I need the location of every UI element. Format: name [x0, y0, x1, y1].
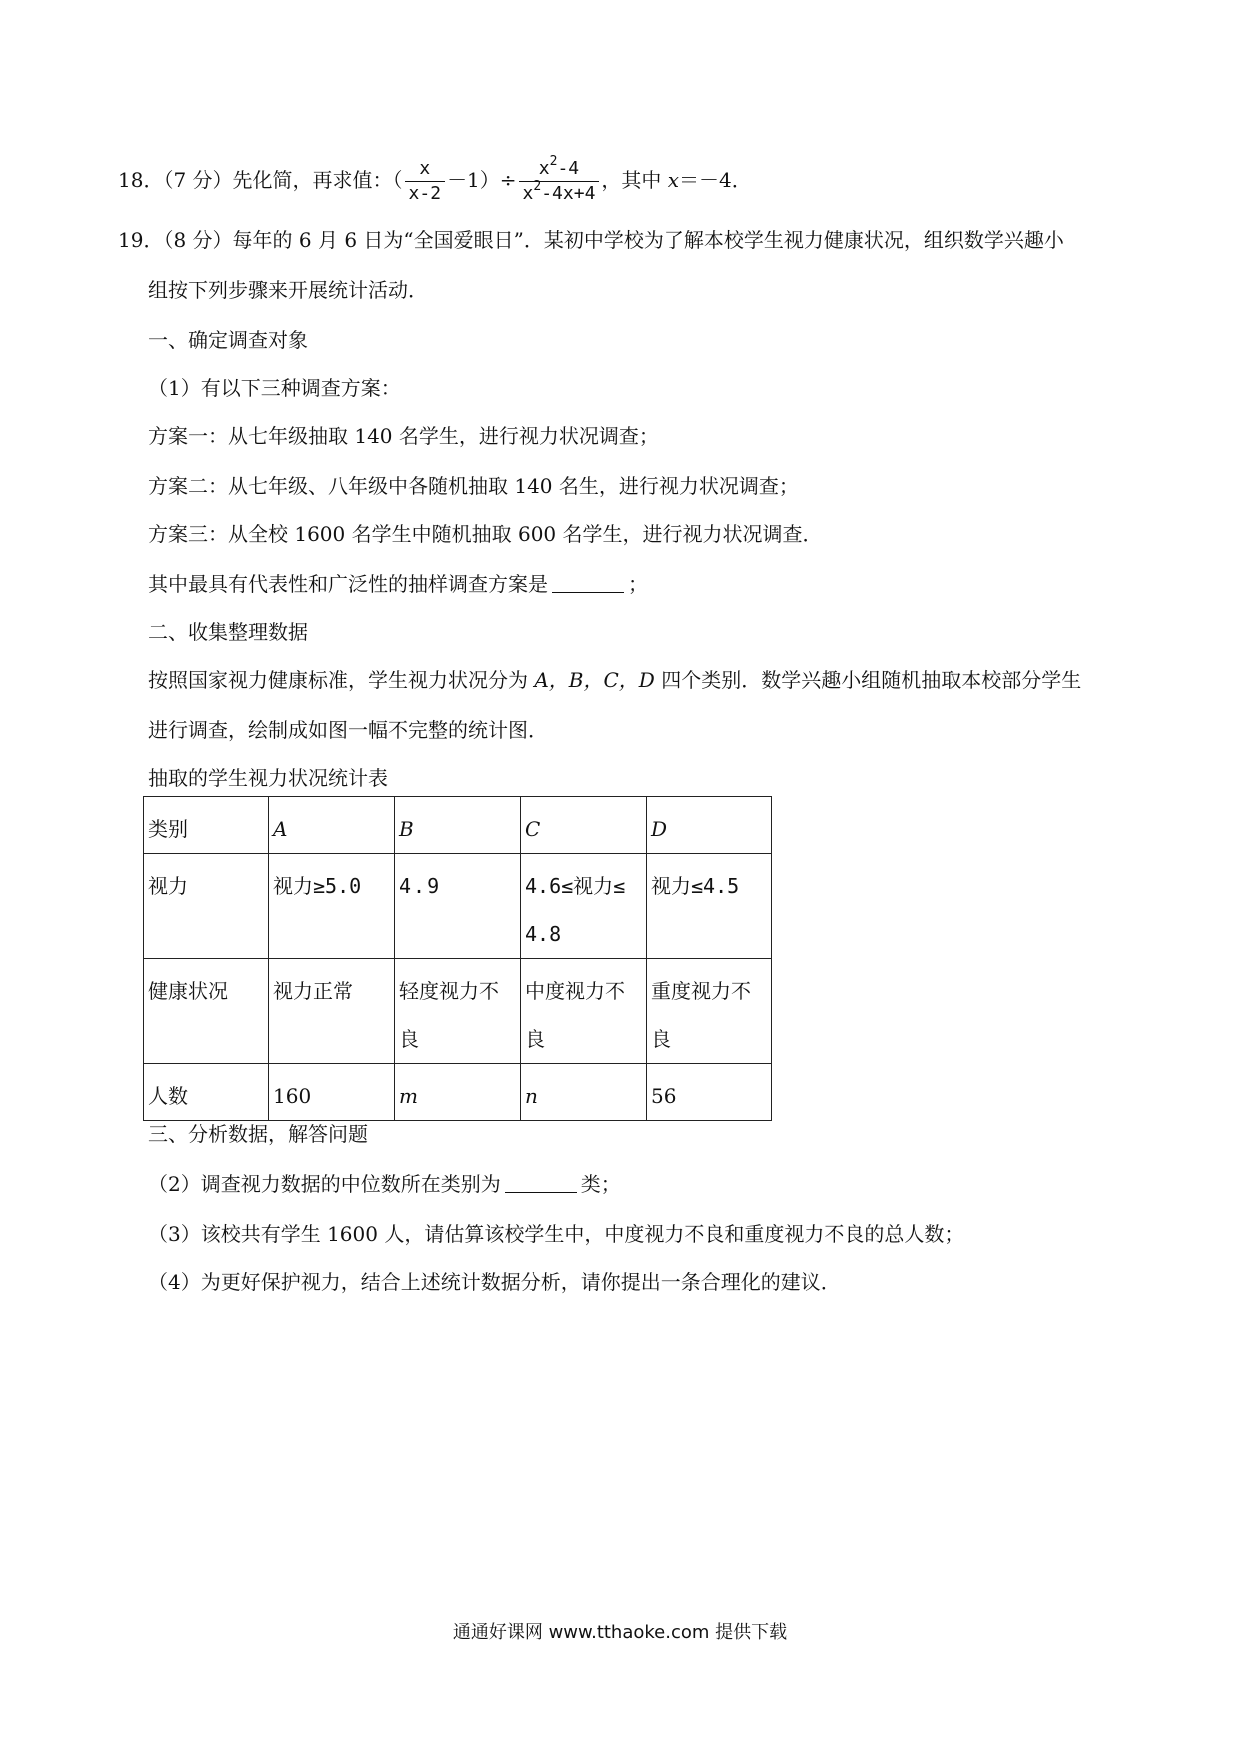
q18-line [118, 150, 752, 210]
table-cell: 中度视力不良 [521, 959, 647, 1064]
desc-line-1: 按照国家视力健康标准，学生视力状况分为 A，B，C，D 四个类别．数学兴趣小组随机抽取本校部分学生 [148, 668, 1082, 692]
table-cell: 160 [269, 1064, 395, 1121]
q18-score: （7 分） [163, 168, 233, 192]
table-title: 抽取的学生视力状况统计表 [148, 766, 388, 790]
table-cell: 健康状况 [144, 959, 269, 1064]
table-cell: 视力≥5.0 [269, 854, 395, 959]
q18-number: 18． [118, 168, 164, 192]
section-1-heading: 一、确定调查对象 [148, 328, 308, 352]
table-cell: A [269, 797, 395, 854]
table-cell: 视力正常 [269, 959, 395, 1064]
table-cell: C [521, 797, 647, 854]
table-cell: 视力≤4.5 [647, 854, 772, 959]
answer-blank-1[interactable] [552, 574, 624, 593]
q19-line1: 19．（8 分）每年的 6 月 6 日为“全国爱眼日”．某初中学校为了解本校学生视力健康状况，组织数学兴趣小 [118, 228, 1064, 252]
plan-2: 方案二：从七年级、八年级中各随机抽取 140 名生，进行视力状况调查； [148, 474, 799, 498]
table-cell: D [647, 797, 772, 854]
q19-line2: 组按下列步骤来开展统计活动． [148, 278, 428, 302]
table-cell: 4.9 [395, 854, 521, 959]
table-row-vision [144, 854, 772, 959]
table-cell: 人数 [144, 1064, 269, 1121]
table-cell: 重度视力不良 [647, 959, 772, 1064]
table-cell: B [395, 797, 521, 854]
plan-1: 方案一：从七年级抽取 140 名学生，进行视力状况调查； [148, 424, 659, 448]
vision-stats-table [143, 796, 772, 1121]
q19-number: 19． [118, 228, 164, 252]
fraction-x-over-x-minus-2: $\frac{x}{x-2}$ [405, 157, 446, 206]
plan-3: 方案三：从全校 1600 名学生中随机抽取 600 名学生，进行视力状况调查． [148, 522, 823, 546]
table-row-category [144, 797, 772, 854]
table-row-health [144, 959, 772, 1064]
table-cell: 类别 [144, 797, 269, 854]
table-cell: 56 [647, 1064, 772, 1121]
table-cell: 4.6≤视力≤4.8 [521, 854, 647, 959]
answer-blank-2[interactable] [505, 1174, 577, 1193]
q18-mid: －1）÷ [447, 168, 517, 192]
table-cell: 视力 [144, 854, 269, 959]
table-cell: n [521, 1064, 647, 1121]
q18-var: x [667, 168, 680, 192]
q18-tail2: ＝－4． [679, 168, 752, 192]
sub-question-3: （3）该校共有学生 1600 人，请估算该校学生中，中度视力不良和重度视力不良的总人数； [148, 1222, 965, 1246]
fraction-x2-4-over-x2-4x-4: $\frac{x^2-4}{x^2-4x+4}$ [519, 157, 600, 206]
q18-tail: ，其中 [601, 168, 668, 192]
sub-question-1: （1）有以下三种调查方案： [148, 376, 401, 400]
q1-ask: 其中最具有代表性和广泛性的抽样调查方案是 ； [148, 572, 648, 596]
desc-line-2: 进行调查，绘制成如图一幅不完整的统计图． [148, 718, 548, 742]
section-3-heading: 三、分析数据，解答问题 [148, 1122, 368, 1146]
table-cell: 轻度视力不良 [395, 959, 521, 1064]
sub-question-4: （4）为更好保护视力，结合上述统计数据分析，请你提出一条合理化的建议． [148, 1270, 841, 1294]
table-cell: m [395, 1064, 521, 1121]
section-2-heading: 二、收集整理数据 [148, 620, 308, 644]
table-row-count [144, 1064, 772, 1121]
sub-question-2: （2）调查视力数据的中位数所在类别为 类； [148, 1172, 621, 1196]
footer-credit: 通通好课网 www.tthaoke.com 提供下载 [452, 1622, 788, 1643]
q18-intro: 先化简，再求值：（ [232, 168, 403, 192]
